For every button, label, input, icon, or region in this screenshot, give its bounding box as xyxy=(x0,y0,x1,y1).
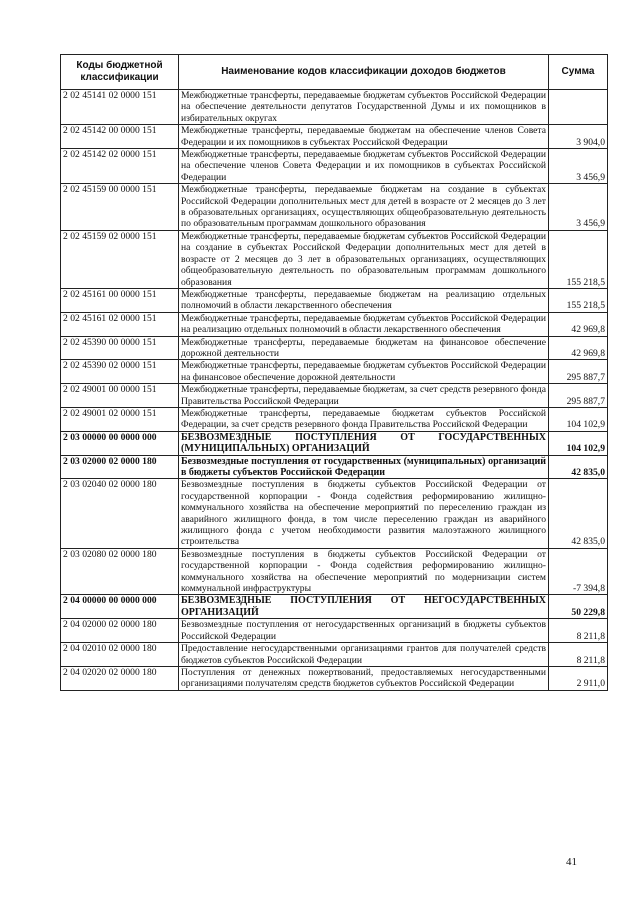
table-row xyxy=(61,384,608,408)
sum-cell xyxy=(549,90,608,125)
code-cell: 2 02 49001 02 0000 151 xyxy=(61,407,179,431)
name-cell: Безвозмездные поступления от государственных (муниципальных) организаций в бюджеты субъектов Российской Федерации xyxy=(179,455,549,479)
code-cell: 2 02 45142 00 0000 151 xyxy=(61,125,179,149)
table-row xyxy=(61,288,608,312)
name-cell: Безвозмездные поступления в бюджеты субъектов Российской Федерации от государственной корпорации - Фонда содействия реформированию жилищно-коммунального хозяйства на обеспечение мероприятий по переселению граждан из аварийного жилищного фонда, в том числе переселению граждан из аварийного жилищного фонда с учетом необходимости развития малоэтажного жилищного строительства xyxy=(179,479,549,548)
name-cell: Безвозмездные поступления в бюджеты субъектов Российской Федерации от государственной корпорации - Фонда содействия реформированию жилищно-коммунального хозяйства на обеспечение мероприятий по модернизации систем коммунальной инфраструктуры xyxy=(179,548,549,595)
sum-cell: 155 218,5 xyxy=(549,288,608,312)
sum-cell: 2 911,0 xyxy=(549,666,608,690)
table-row xyxy=(61,407,608,431)
code-cell: 2 02 45161 00 0000 151 xyxy=(61,288,179,312)
name-cell: БЕЗВОЗМЕЗДНЫЕ ПОСТУПЛЕНИЯ ОТ ГОСУДАРСТВЕННЫХ (МУНИЦИПАЛЬНЫХ) ОРГАНИЗАЦИЙ xyxy=(179,431,549,455)
table-row xyxy=(61,548,608,595)
code-cell: 2 04 02010 02 0000 180 xyxy=(61,643,179,667)
code-cell: 2 03 02040 02 0000 180 xyxy=(61,479,179,548)
sum-cell: 155 218,5 xyxy=(549,230,608,288)
name-cell: Межбюджетные трансферты, передаваемые бюджетам субъектов Российской Федерации на создание в субъектах Российской Федерации дополнительных мест для детей в возрасте от 2 месяцев до 3 лет в образовательных организациях, осуществляющих общеобразовательную деятельность по образовательным программам дошкольного образования xyxy=(179,230,549,288)
table-row xyxy=(61,619,608,643)
name-cell: Межбюджетные трансферты, передаваемые бюджетам субъектов Российской Федерации на реализацию отдельных полномочий в области лекарственного обеспечения xyxy=(179,312,549,336)
sum-cell: 42 835,0 xyxy=(549,479,608,548)
table-row xyxy=(61,312,608,336)
name-cell: Межбюджетные трансферты, передаваемые бюджетам на реализацию отдельных полномочий в области лекарственного обеспечения xyxy=(179,288,549,312)
code-cell: 2 04 02020 02 0000 180 xyxy=(61,666,179,690)
table-row xyxy=(61,184,608,231)
name-cell: Межбюджетные трансферты, передаваемые бюджетам субъектов Российской Федерации, за счет средств резервного фонда Правительства Российской Федерации xyxy=(179,407,549,431)
table-row xyxy=(61,455,608,479)
table-row xyxy=(61,360,608,384)
table-row xyxy=(61,125,608,149)
code-cell: 2 02 45161 02 0000 151 xyxy=(61,312,179,336)
name-cell: Предоставление негосударственными организациями грантов для получателей средств бюджетов субъектов Российской Федерации xyxy=(179,643,549,667)
table-row xyxy=(61,336,608,360)
name-cell: Межбюджетные трансферты, передаваемые бюджетам на финансовое обеспечение дорожной деятельности xyxy=(179,336,549,360)
code-cell: 2 02 45159 00 0000 151 xyxy=(61,184,179,231)
table-row xyxy=(61,479,608,548)
table-row xyxy=(61,666,608,690)
sum-cell: 104 102,9 xyxy=(549,407,608,431)
code-cell: 2 03 02080 02 0000 180 xyxy=(61,548,179,595)
name-cell: Межбюджетные трансферты, передаваемые бюджетам, за счет средств резервного фонда Правительства Российской Федерации xyxy=(179,384,549,408)
sum-cell: 295 887,7 xyxy=(549,384,608,408)
sum-cell: 3 456,9 xyxy=(549,184,608,231)
sum-cell: -7 394,8 xyxy=(549,548,608,595)
code-cell: 2 02 45390 02 0000 151 xyxy=(61,360,179,384)
sum-cell: 295 887,7 xyxy=(549,360,608,384)
header-names: Наименование кодов классификации доходов бюджетов xyxy=(179,55,549,90)
code-cell: 2 02 49001 00 0000 151 xyxy=(61,384,179,408)
budget-table-sheet xyxy=(60,54,607,691)
page-number: 41 xyxy=(566,856,577,868)
table-header-row xyxy=(61,55,608,90)
budget-revenue-table xyxy=(60,54,608,691)
name-cell: Поступления от денежных пожертвований, предоставляемых негосударственными организациями получателям средств бюджетов субъектов Российской Федерации xyxy=(179,666,549,690)
table-row xyxy=(61,595,608,619)
code-cell: 2 02 45141 02 0000 151 xyxy=(61,90,179,125)
name-cell: Межбюджетные трансферты, передаваемые бюджетам на создание в субъектах Российской Федерации дополнительных мест для детей в возрасте от 2 месяцев до 3 лет в образовательных организациях, осуществляющих общеобразовательную деятельность по образовательным программам дошкольного образования xyxy=(179,184,549,231)
code-cell: 2 02 45142 02 0000 151 xyxy=(61,149,179,184)
table-row xyxy=(61,643,608,667)
sum-cell: 50 229,8 xyxy=(549,595,608,619)
sum-cell: 3 456,9 xyxy=(549,149,608,184)
sum-cell: 8 211,8 xyxy=(549,619,608,643)
sum-cell: 3 904,0 xyxy=(549,125,608,149)
name-cell: Межбюджетные трансферты, передаваемые бюджетам субъектов Российской Федерации на обеспечение деятельности депутатов Государственной Думы и их помощников в избирательных округах xyxy=(179,90,549,125)
sum-cell: 42 969,8 xyxy=(549,312,608,336)
name-cell: Межбюджетные трансферты, передаваемые бюджетам субъектов Российской Федерации на обеспечение членов Совета Федерации и их помощников в субъектах Российской Федерации xyxy=(179,149,549,184)
table-row xyxy=(61,230,608,288)
sum-cell: 8 211,8 xyxy=(549,643,608,667)
table-row xyxy=(61,90,608,125)
code-cell: 2 03 00000 00 0000 000 xyxy=(61,431,179,455)
code-cell: 2 02 45390 00 0000 151 xyxy=(61,336,179,360)
table-row xyxy=(61,149,608,184)
name-cell: Межбюджетные трансферты, передаваемые бюджетам на обеспечение членов Совета Федерации и их помощников в субъектах Российской Федерации xyxy=(179,125,549,149)
sum-cell: 104 102,9 xyxy=(549,431,608,455)
table-row xyxy=(61,431,608,455)
name-cell: БЕЗВОЗМЕЗДНЫЕ ПОСТУПЛЕНИЯ ОТ НЕГОСУДАРСТВЕННЫХ ОРГАНИЗАЦИЙ xyxy=(179,595,549,619)
header-codes: Коды бюджетной классификации xyxy=(61,55,179,90)
name-cell: Межбюджетные трансферты, передаваемые бюджетам субъектов Российской Федерации на финансовое обеспечение дорожной деятельности xyxy=(179,360,549,384)
code-cell: 2 04 02000 02 0000 180 xyxy=(61,619,179,643)
code-cell: 2 02 45159 02 0000 151 xyxy=(61,230,179,288)
sum-cell: 42 969,8 xyxy=(549,336,608,360)
code-cell: 2 03 02000 02 0000 180 xyxy=(61,455,179,479)
header-sum: Сумма xyxy=(549,55,608,90)
code-cell: 2 04 00000 00 0000 000 xyxy=(61,595,179,619)
sum-cell: 42 835,0 xyxy=(549,455,608,479)
name-cell: Безвозмездные поступления от негосударственных организаций в бюджеты субъектов Российской Федерации xyxy=(179,619,549,643)
